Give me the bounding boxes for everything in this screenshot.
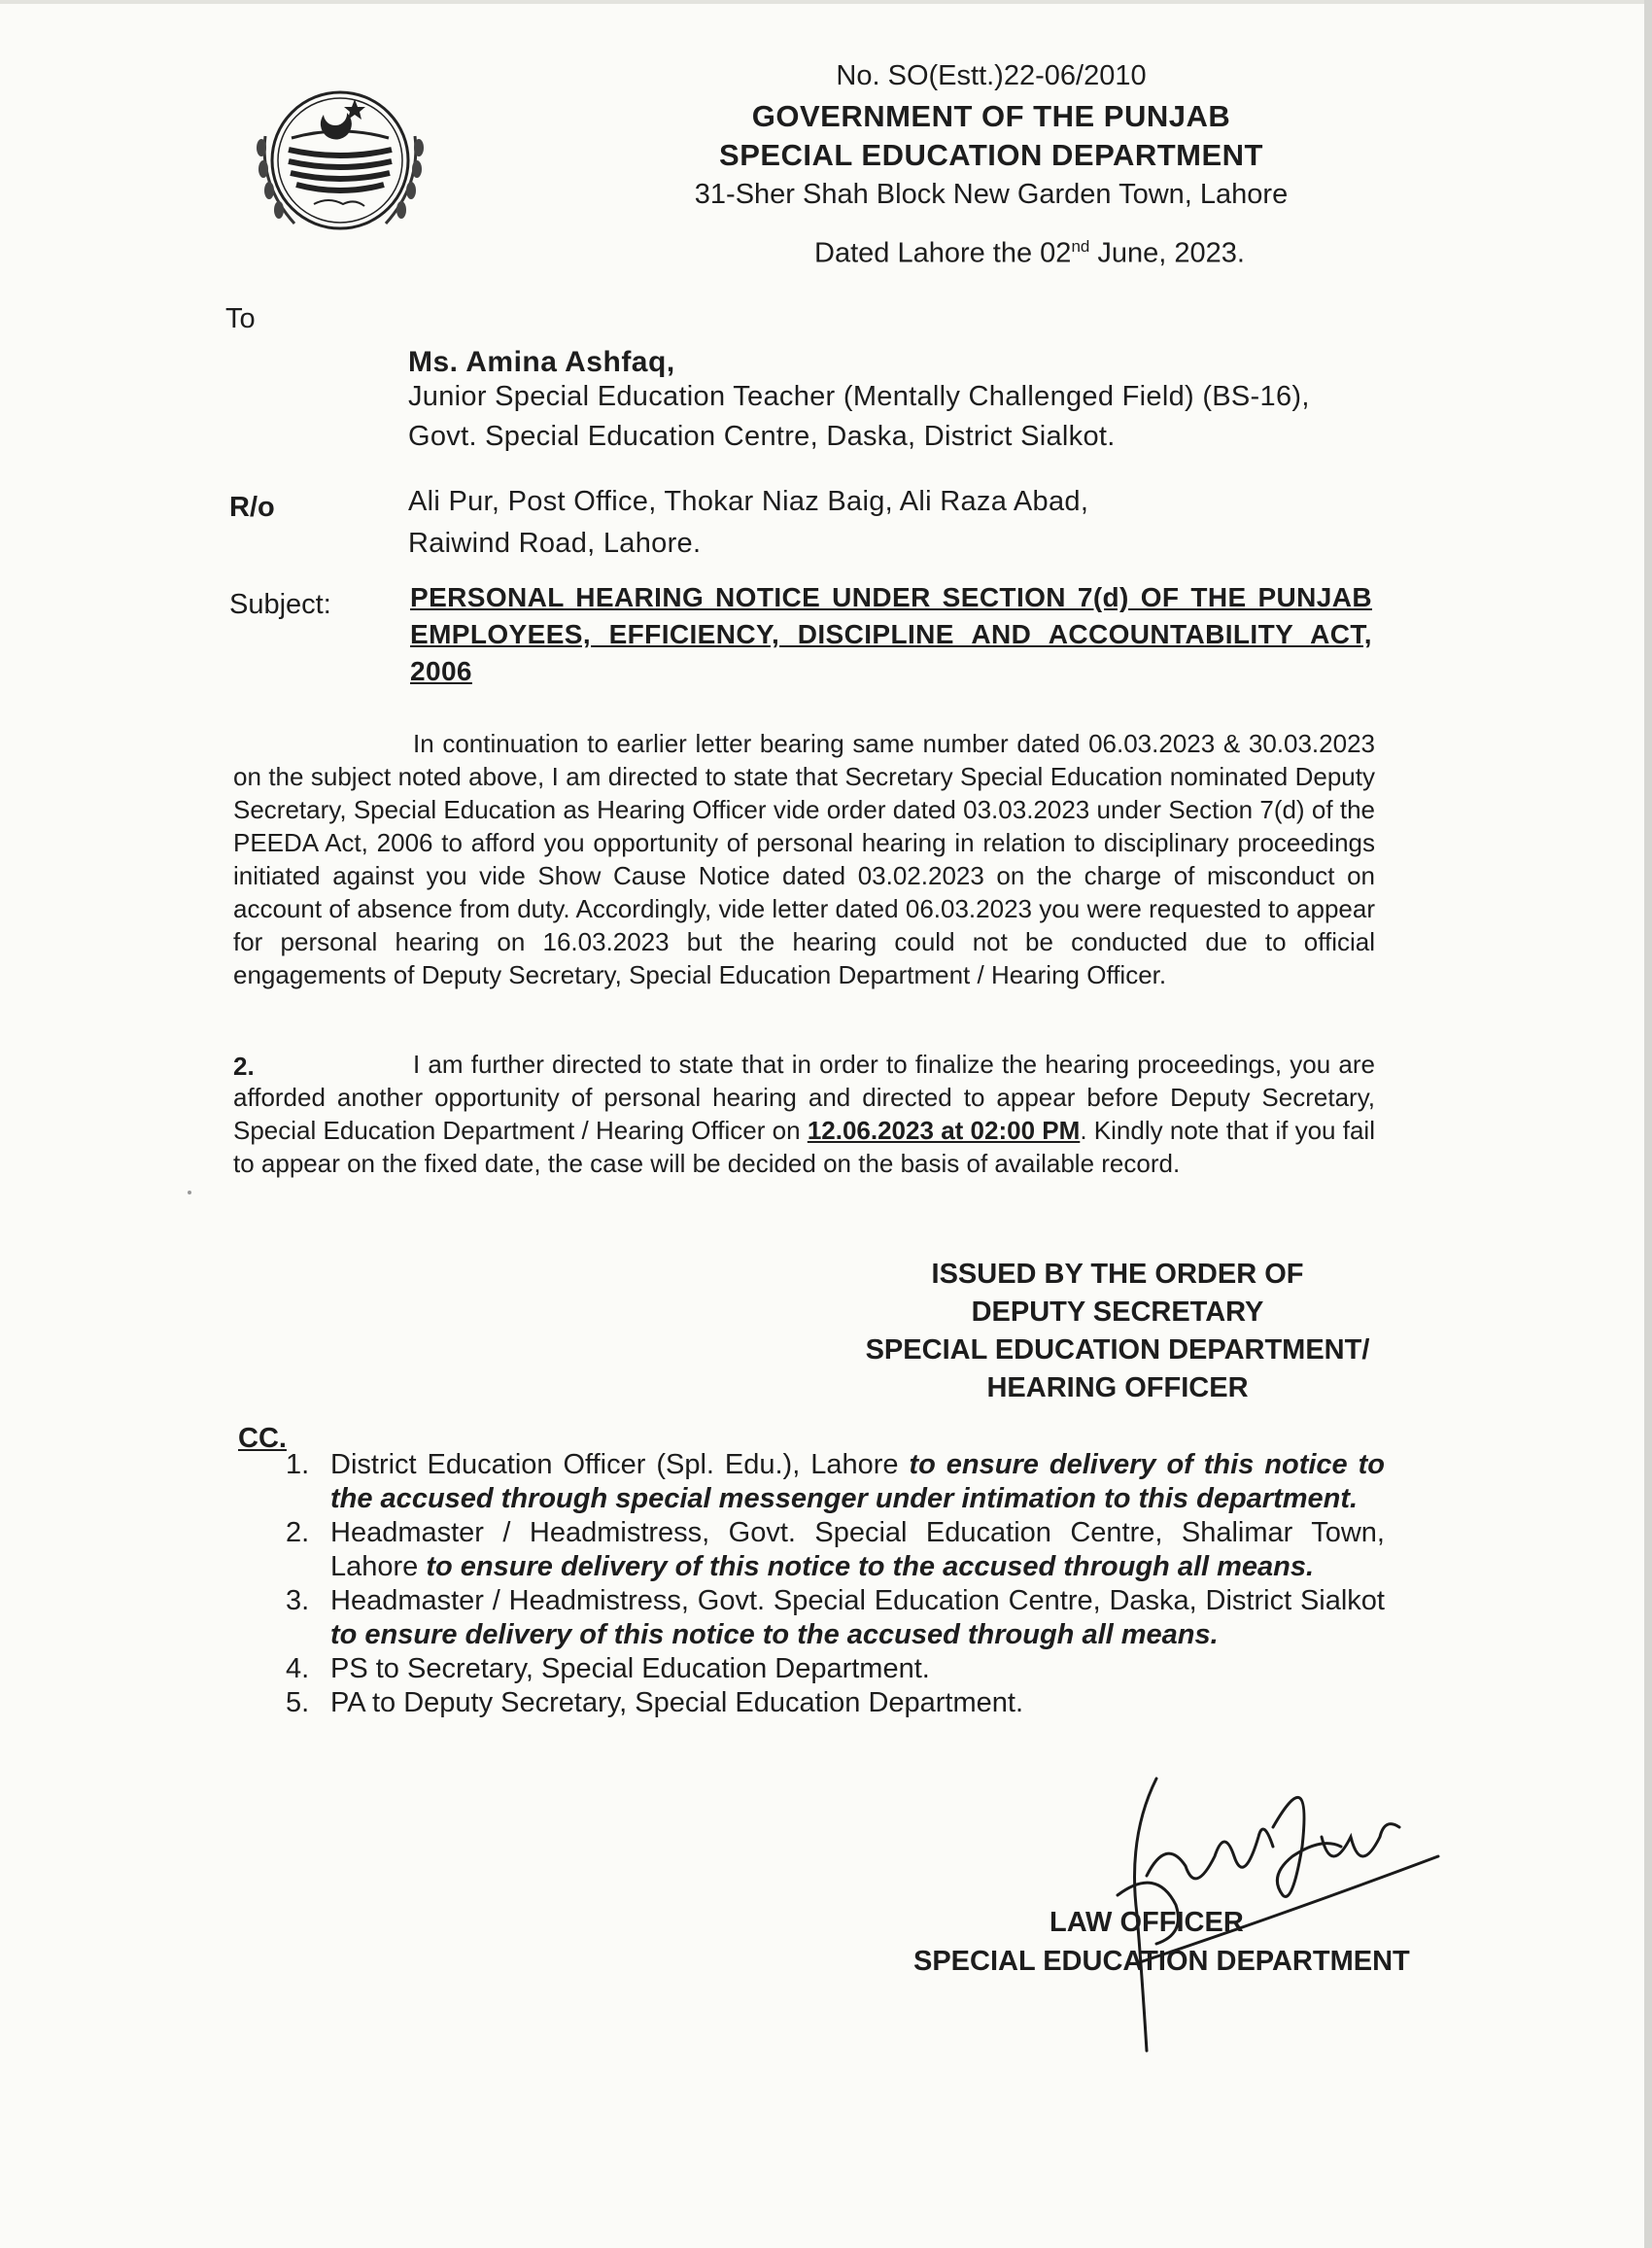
cc-item: 2. Headmaster / Headmistress, Govt. Special Education Centre, Shalimar Town, Lahore to ensure delivery of this notice to the accused through all means. <box>286 1517 1385 1582</box>
issued-line-2: DEPUTY SECRETARY <box>971 1297 1264 1328</box>
paragraph-2-number: 2. <box>233 1052 255 1081</box>
letter-date: Dated Lahore the 02nd June, 2023. <box>814 237 1245 269</box>
ro-label: R/o <box>229 492 275 523</box>
residence-line-2: Raiwind Road, Lahore. <box>408 528 702 559</box>
residence-line-1: Ali Pur, Post Office, Thokar Niaz Baig, Ali Raza Abad, <box>408 486 1089 517</box>
cc-list <box>282 1448 1385 1720</box>
scan-edge-top <box>0 0 1652 4</box>
recipient-name: Ms. Amina Ashfaq, <box>408 346 675 378</box>
hearing-datetime: 12.06.2023 at 02:00 PM <box>807 1116 1081 1145</box>
issued-line-1: ISSUED BY THE ORDER OF <box>931 1259 1304 1290</box>
reference-number: No. SO(Estt.)22-06/2010 <box>836 60 1147 91</box>
recipient-office: Govt. Special Education Centre, Daska, District Sialkot. <box>408 421 1116 452</box>
department-address: 31-Sher Shah Block New Garden Town, Lahore <box>694 179 1289 210</box>
issued-line-4: HEARING OFFICER <box>986 1372 1249 1403</box>
department-heading: SPECIAL EDUCATION DEPARTMENT <box>719 138 1263 172</box>
cc-item: 1. District Education Officer (Spl. Edu.), Lahore to ensure delivery of this notice to the accused through special messenger under intimation to this department. <box>286 1449 1385 1514</box>
signatory-department: SPECIAL EDUCATION DEPARTMENT <box>913 1946 1410 1977</box>
cc-item: 5. PA to Deputy Secretary, Special Education Department. <box>286 1687 1024 1718</box>
subject-label: Subject: <box>229 589 331 620</box>
recipient-designation: Junior Special Education Teacher (Mentally Challenged Field) (BS-16), <box>408 381 1310 412</box>
government-heading: GOVERNMENT OF THE PUNJAB <box>751 99 1231 133</box>
paragraph-2: I am further directed to state that in order to finalize the hearing proceedings, you are afforded another opportunity of personal hearing and directed to appear before Deputy Secretary, Special Education Department / Hearing Officer on 12.06.2023 at 02:00 PM. Kindly note that if you fail to appear on the fixed date, the case will be decided on the basis of available record. <box>233 1050 1375 1178</box>
cc-item: 4. PS to Secretary, Special Education Department. <box>286 1653 930 1684</box>
cc-label: CC. <box>238 1423 287 1454</box>
signatory-title: LAW OFFICER <box>1050 1907 1244 1938</box>
cc-item: 3. Headmaster / Headmistress, Govt. Special Education Centre, Daska, District Sialkot to ensure delivery of this notice to the accused through all means. <box>286 1585 1385 1650</box>
scan-edge-right <box>1644 0 1652 2248</box>
subject-text: PERSONAL HEARING NOTICE UNDER SECTION 7(d) OF THE PUNJAB EMPLOYEES, EFFICIENCY, DISCIPLINE AND ACCOUNTABILITY ACT, 2006 <box>410 582 1372 686</box>
scan-speck <box>188 1191 191 1194</box>
issued-line-3: SPECIAL EDUCATION DEPARTMENT/ <box>865 1334 1370 1366</box>
issued-by-block <box>855 1256 1380 1407</box>
paragraph-1: In continuation to earlier letter bearing same number dated 06.03.2023 & 30.03.2023 on the subject noted above, I am directed to state that Secretary Special Education nominated Deputy Secretary, Special Education as Hearing Officer vide order dated 03.03.2023 under Section 7(d) of the PEEDA Act, 2006 to afford you opportunity of personal hearing in relation to disciplinary proceedings initiated against you vide Show Cause Notice dated 03.02.2023 on the charge of misconduct on account of absence from duty. Accordingly, vide letter dated 06.03.2023 you were requested to appear for personal hearing on 16.03.2023 but the hearing could not be conducted due to official engagements of Deputy Secretary, Special Education Department / Hearing Officer. <box>233 729 1375 989</box>
punjab-emblem-icon <box>248 78 432 253</box>
to-label: To <box>225 303 256 334</box>
